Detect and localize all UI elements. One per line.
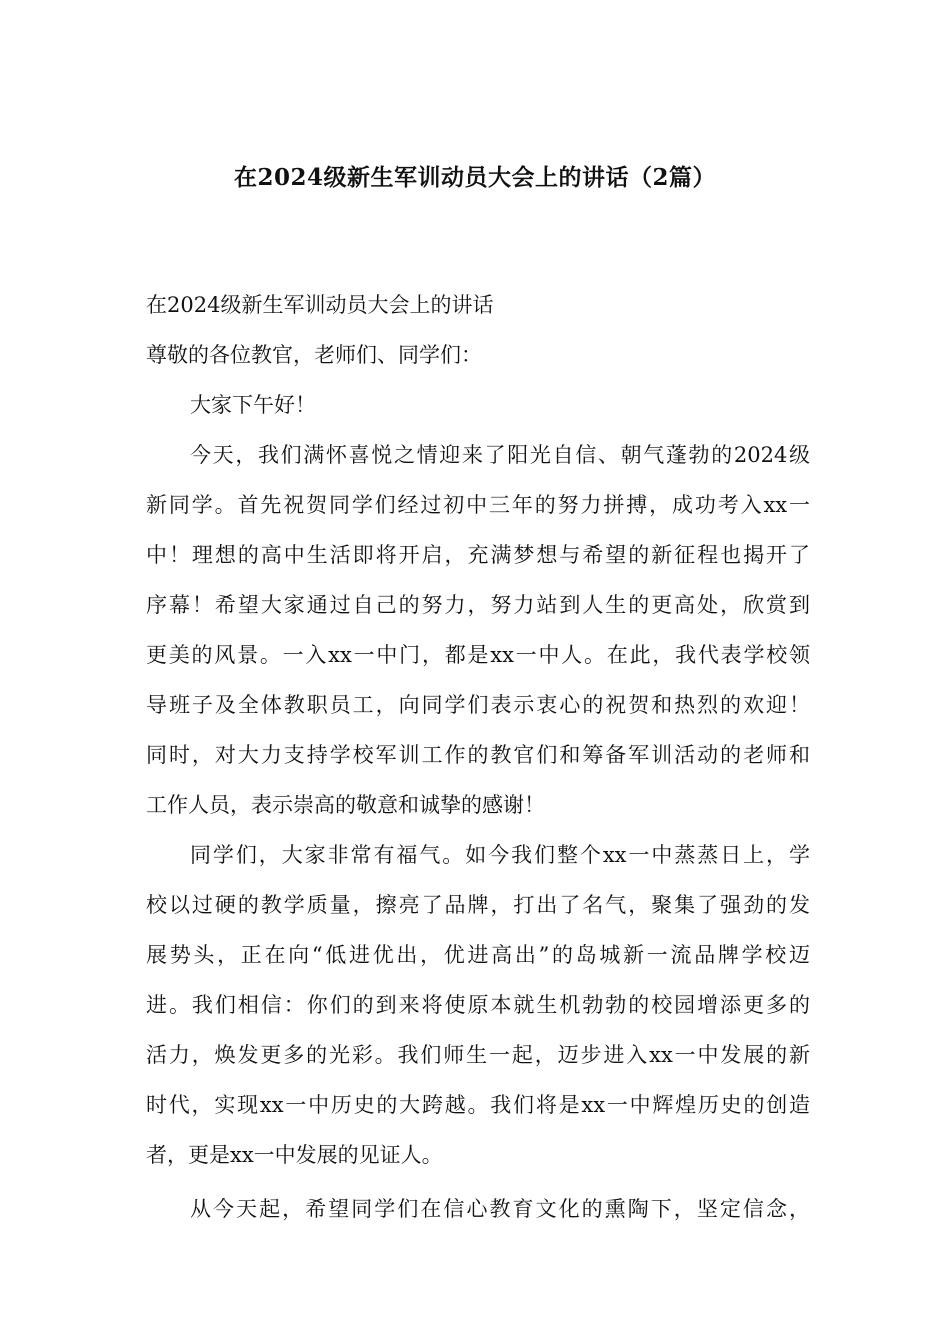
paragraph-line: 同时，对大力支持学校军训工作的教官们和筹备军训活动的老师和 bbox=[146, 743, 810, 767]
speech-subtitle: 在2024级新生军训动员大会上的讲话 bbox=[146, 293, 494, 317]
paragraph-line: 同学们，大家非常有福气。如今我们整个xx一中蒸蒸日上，学 bbox=[190, 843, 810, 867]
paragraph-line: 更美的风景。一入xx一中门，都是xx一中人。在此，我代表学校领 bbox=[146, 643, 810, 667]
salutation: 尊敬的各位教官，老师们、同学们： bbox=[146, 343, 482, 367]
paragraph-line: 展势头，正在向“低进优出，优进高出”的岛城新一流品牌学校迈 bbox=[146, 943, 810, 967]
paragraph-line: 校以过硬的教学质量，擦亮了品牌，打出了名气，聚集了强劲的发 bbox=[146, 893, 810, 917]
paragraph-line: 导班子及全体教职员工，向同学们表示衷心的祝贺和热烈的欢迎！ bbox=[146, 693, 810, 717]
paragraph-line: 者，更是xx一中发展的见证人。 bbox=[146, 1143, 443, 1167]
paragraph-line: 进。我们相信：你们的到来将使原本就生机勃勃的校园增添更多的 bbox=[146, 993, 810, 1017]
paragraph-line: 中！理想的高中生活即将开启，充满梦想与希望的新征程也揭开了 bbox=[146, 543, 810, 567]
document-title: 在2024级新生军训动员大会上的讲话（2篇） bbox=[233, 164, 717, 191]
paragraph-line: 序幕！希望大家通过自己的努力，努力站到人生的更高处，欣赏到 bbox=[146, 593, 810, 617]
document-body bbox=[146, 280, 810, 1234]
paragraph-line: 活力，焕发更多的光彩。我们师生一起，迈步进入xx一中发展的新 bbox=[146, 1043, 810, 1067]
paragraph-line: 今天，我们满怀喜悦之情迎来了阳光自信、朝气蓬勃的2024级 bbox=[190, 443, 810, 467]
paragraph-line: 时代，实现xx一中历史的大跨越。我们将是xx一中辉煌历史的创造 bbox=[146, 1093, 810, 1117]
paragraph-line: 新同学。首先祝贺同学们经过初中三年的努力拼搏，成功考入xx一 bbox=[146, 493, 810, 517]
paragraph-line: 工作人员，表示崇高的敬意和诚挚的感谢！ bbox=[146, 793, 545, 817]
greeting: 大家下午好！ bbox=[190, 393, 316, 417]
paragraph-line: 从今天起，希望同学们在信心教育文化的熏陶下，坚定信念， bbox=[190, 1197, 810, 1221]
